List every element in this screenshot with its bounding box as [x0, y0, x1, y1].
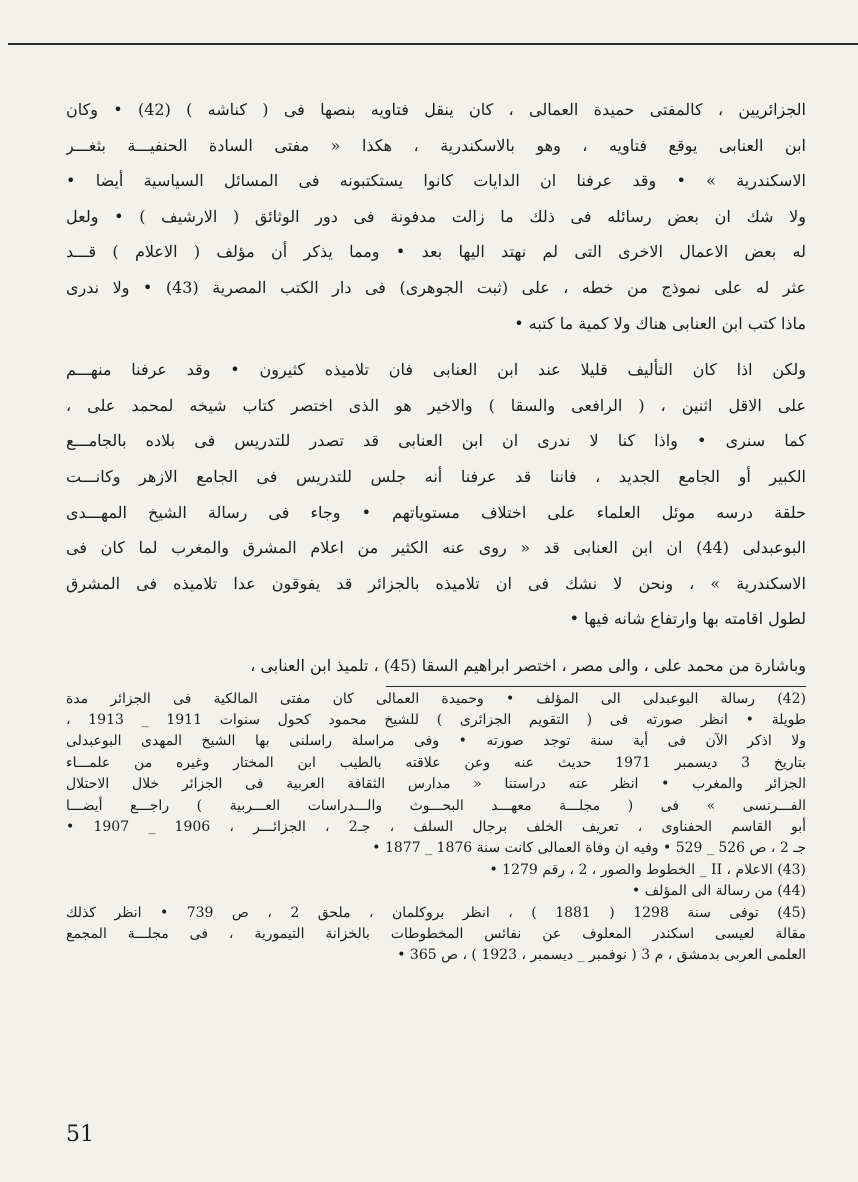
footnote-line: (42) رسالة البوعبدلى الى المؤلف • وحميدة العمالى كان مفتى المالكية فى الجزائر مدة — [66, 690, 806, 707]
text-line: الجزائريين ، كالمفتى حميدة العمالى ، كان ينقل فتاويه بنصها فى ( كناشه ) (42) • وكان — [66, 100, 806, 119]
footnote — [66, 881, 806, 902]
footnote-line: مقالة لعيسى اسكندر المعلوف عن نفائس المخطوطات بالخزانة التيمورية ، فى مجلـــة المجمع — [66, 925, 806, 942]
footnote-divider — [386, 686, 806, 687]
text-line: وباشارة من محمد على ، والى مصر ، اختصر ابراهيم السقا (45) ، تلميذ ابن العنابى ، — [250, 655, 806, 675]
footnote-line: جـ 2 ، ص 526 _ 529 • وفيه ان وفاة العمالى كانت سنة 1876 _ 1877 • — [372, 840, 806, 857]
text-line: الاسكندرية » ، ونحن لا نشك فى ان تلاميذه بالجزائر قد يفوقون عدا تلاميذه فى المشرق — [66, 573, 806, 593]
footnote-line: (43) الاعلام ، II _ الخطوط والصور ، 2 ، رقم 1279 • — [489, 861, 806, 878]
paragraph — [66, 92, 806, 341]
text-line: له بعض الاعمال الاخرى التى لم نهتد اليها بعد • ومما يذكر أن مؤلف ( الاعلام ) قـــد — [66, 242, 806, 262]
footnote — [66, 689, 806, 860]
page-number: 51 — [66, 1122, 94, 1147]
text-line: على الاقل اثنين ، ( الرافعى والسقا ) والاخير هو الذى اختصر كتاب شيخه لمحمد على ، — [66, 395, 806, 415]
footnote — [66, 903, 806, 967]
text-line: كما سنرى • واذا كنا لا ندرى ان ابن العنابى قد تصدر للتدريس فى بلاده بالجامـــع — [66, 431, 806, 451]
text-line: عثر له على نموذج من خطه ، على (ثبت الجوهرى) فى دار الكتب المصرية (43) • ولا ندرى — [66, 277, 806, 297]
footnote-line: (44) من رسالة الى المؤلف • — [631, 883, 806, 900]
text-line: حلقة درسه موئل العلماء على اختلاف مستوياتهم • وجاء فى رسالة الشيخ المهـــدى — [66, 502, 806, 522]
top-rule — [8, 43, 858, 45]
footnote-line: الفـــرنسى » فى ( مجلـــة معهـــد البحـــوث والـــدراسات العـــربية ) راجـــع أيضـــا — [66, 797, 806, 814]
footnotes — [66, 689, 806, 967]
text-line: ولكن اذا كان التأليف قليلا عند ابن العنابى فان تلاميذه كثيرون • وقد عرفنا منهـــم — [66, 360, 806, 380]
text-line: لطول اقامته بها وارتفاع شانه فيها • — [569, 609, 806, 629]
text-line: الكبير أو الجامع الجديد ، فاننا قد عرفنا أنه جلس للتدريس فى الجامع الازهر وكانـــت — [66, 466, 806, 486]
footnote-line: العلمى العربى بدمشق ، م 3 ( نوفمبر _ ديسمبر ، 1923 ) ، ص 365 • — [397, 947, 806, 964]
footnote-line: الجزائر والمغرب • انظر عنه دراستنا « مدارس الثقافة العربية فى الجزائر خلال الاحتلال — [66, 776, 806, 793]
footnote-line: طويلة • انظر صورته فى ( التقويم الجزائرى ) للشيخ محمود كحول سنوات 1911 _ 1913 ، — [66, 711, 806, 728]
text-line: ولا شك ان بعض رسائله فى ذلك ما زالت مدفونة فى دور الوثائق ( الارشيف ) • ولعل — [66, 206, 806, 226]
text-line: ابن العنابى يوقع فتاويه ، وهو بالاسكندرية ، هكذا « مفتى السادة الحنفيـــة بثغـــر — [66, 135, 806, 155]
text-line: البوعبدلى (44) ان ابن العنابى قد « روى عنه الكثير من اعلام المشرق والمغرب لما كان فى — [66, 538, 806, 558]
footnote-line: ولا اذكر الآن فى أية سنة توجد صورته • وفى مراسلة راسلنى بها الشيخ المهدى البوعبدلى — [66, 733, 806, 750]
footnote-line: (45) توفى سنة 1298 ( 1881 ) ، انظر بروكلمان ، ملحق 2 ، ص 739 • انظر كذلك — [66, 904, 806, 921]
text-line: ماذا كتب ابن العنابى هناك ولا كمية ما كتبه • — [514, 313, 806, 333]
paragraph — [66, 648, 806, 684]
footnote-line: أبو القاسم الحفناوى ، تعريف الخلف برجال السلف ، جـ2 ، الجزائـــر ، 1906 _ 1907 • — [66, 818, 806, 835]
text-line: الاسكندرية » • وقد عرفنا ان الدايات كانوا يستكتبونه فى المسائل السياسية أيضا • — [66, 171, 806, 191]
paragraph — [66, 352, 806, 637]
footnote-line: بتاريخ 3 ديسمبر 1971 حديث عنه وعن علاقته بالطيب ابن المختار وغيره من علمـــاء — [66, 754, 806, 771]
main-text — [66, 92, 806, 684]
footnote — [66, 860, 806, 881]
page-body — [66, 92, 806, 967]
